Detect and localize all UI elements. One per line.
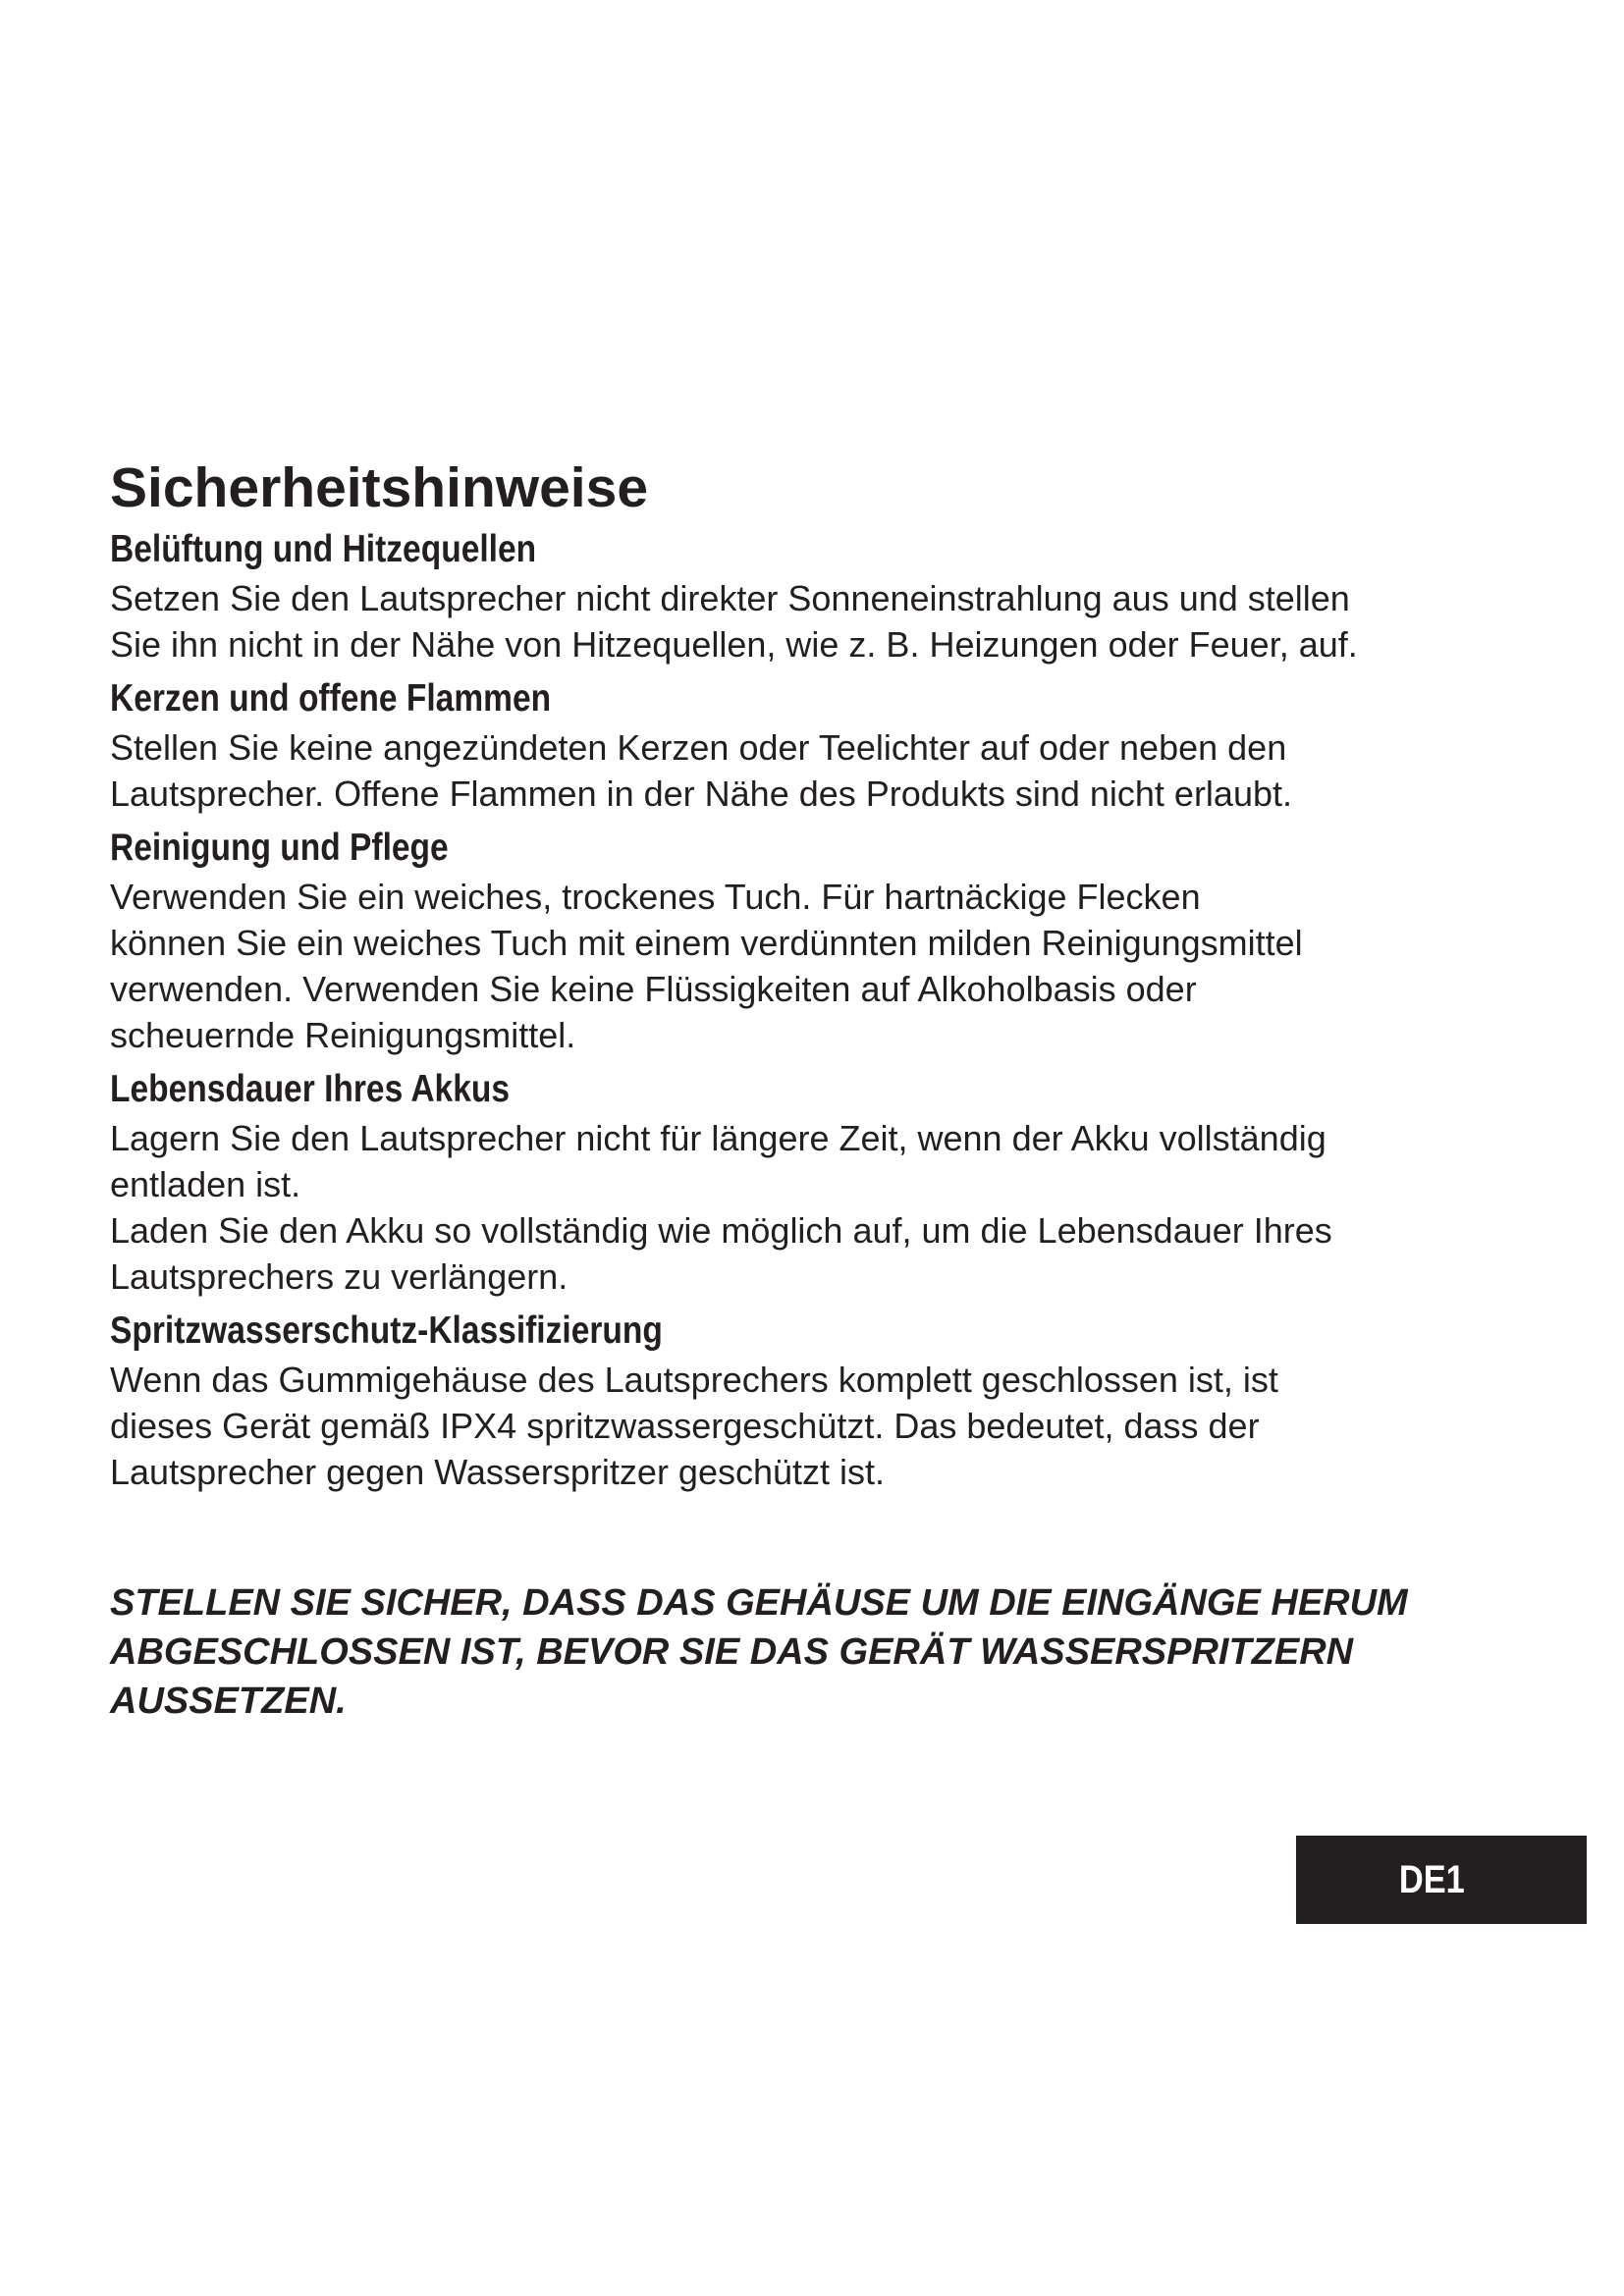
paragraph-line: entladen ist.: [110, 1164, 301, 1204]
paragraph-line: Stellen Sie keine angezündeten Kerzen oder Teelichter auf oder neben den: [110, 727, 1287, 768]
document-body: [110, 454, 1543, 1501]
section-heading: Reinigung und Pflege: [110, 827, 449, 869]
warning-notice: [110, 1578, 1543, 1726]
section-ventilation: [110, 524, 1543, 667]
paragraph-line: verwenden. Verwenden Sie keine Flüssigkeiten auf Alkoholbasis oder: [110, 969, 1197, 1009]
paragraph-line: Setzen Sie den Lautsprecher nicht direkter Sonneneinstrahlung aus und stellen: [110, 578, 1350, 618]
page-number-badge: [1296, 1836, 1587, 1924]
page-number-label: DE1: [1399, 1857, 1465, 1901]
section-splash-protection: [110, 1306, 1543, 1495]
paragraph-line: Wenn das Gummigehäuse des Lautsprechers komplett geschlossen ist, ist: [110, 1360, 1278, 1400]
page-title: Sicherheitshinweise: [110, 456, 649, 519]
paragraph-line: können Sie ein weiches Tuch mit einem verdünnten milden Reinigungsmittel: [110, 923, 1303, 963]
paragraph-line: Sie ihn nicht in der Nähe von Hitzequellen, wie z. B. Heizungen oder Feuer, auf.: [110, 624, 1358, 665]
section-heading: Kerzen und offene Flammen: [110, 677, 552, 720]
paragraph-line: Lagern Sie den Lautsprecher nicht für längere Zeit, wenn der Akku vollständig: [110, 1118, 1326, 1158]
section-candles: [110, 673, 1543, 817]
paragraph-line: Laden Sie den Akku so vollständig wie möglich auf, um die Lebensdauer Ihres: [110, 1210, 1332, 1251]
warning-line: AUSSETZEN.: [110, 1681, 347, 1722]
paragraph-line: Lautsprecher gegen Wasserspritzer geschützt ist.: [110, 1452, 886, 1492]
warning-line: ABGESCHLOSSEN IST, BEVOR SIE DAS GERÄT WASSERSPRITZERN: [110, 1631, 1354, 1673]
paragraph-line: dieses Gerät gemäß IPX4 spritzwassergeschützt. Das bedeutet, dass der: [110, 1406, 1260, 1446]
section-heading: Spritzwasserschutz-Klassifizierung: [110, 1309, 663, 1352]
paragraph-line: Verwenden Sie ein weiches, trockenes Tuch. Für hartnäckige Flecken: [110, 877, 1201, 917]
section-cleaning: [110, 823, 1543, 1058]
section-heading: Lebensdauer Ihres Akkus: [110, 1068, 510, 1110]
paragraph-line: Lautsprecher. Offene Flammen in der Nähe des Produkts sind nicht erlaubt.: [110, 774, 1292, 814]
section-battery: [110, 1064, 1543, 1300]
section-heading: Belüftung und Hitzequellen: [110, 528, 537, 570]
paragraph-line: scheuernde Reinigungsmittel.: [110, 1015, 576, 1055]
warning-line: STELLEN SIE SICHER, DASS DAS GEHÄUSE UM DIE EINGÄNGE HERUM: [110, 1582, 1408, 1624]
paragraph-line: Lautsprechers zu verlängern.: [110, 1256, 568, 1297]
